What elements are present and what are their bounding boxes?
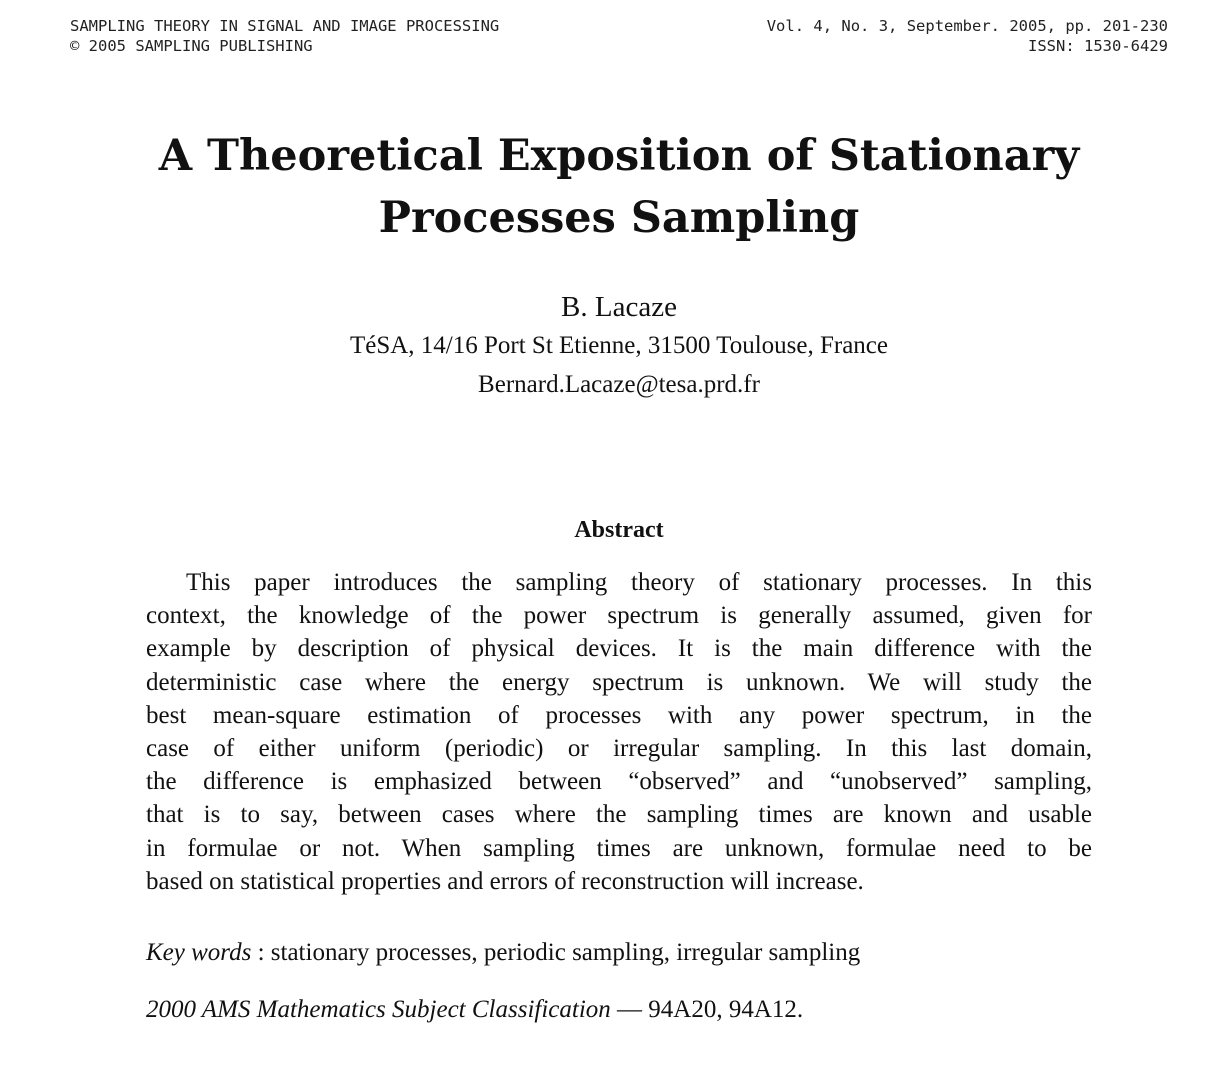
ams-label: 2000 AMS Mathematics Subject Classification	[146, 996, 611, 1023]
abstract-line: deterministic case where the energy spectrum is unknown. We will study the	[146, 668, 1092, 696]
author-block	[110, 288, 1128, 404]
keywords-label: Key words	[146, 939, 252, 966]
abstract-body	[146, 566, 1092, 898]
ams-codes: 94A20, 94A12.	[648, 996, 804, 1023]
copyright-notice: © 2005 SAMPLING PUBLISHING	[70, 37, 313, 55]
abstract-heading: Abstract	[574, 517, 664, 543]
author-name: B. Lacaze	[561, 291, 677, 323]
abstract-line: in formulae or not. When sampling times are unknown, formulae need to be	[146, 834, 1092, 862]
abstract-line: the difference is emphasized between “observed” and “unobserved” sampling,	[146, 768, 1092, 796]
keywords-line	[146, 936, 1092, 970]
running-header-row-2	[70, 36, 1168, 56]
abstract-line: context, the knowledge of the power spectrum is generally assumed, given for	[146, 602, 1092, 630]
running-header-row-1	[70, 16, 1168, 36]
title-line-2: Processes Sampling	[378, 193, 860, 243]
journal-name: SAMPLING THEORY IN SIGNAL AND IMAGE PROCESSING	[70, 17, 500, 35]
volume-info: Vol. 4, No. 3, September. 2005, pp. 201-230	[766, 17, 1168, 35]
ams-classification-line	[146, 993, 1092, 1027]
issn: ISSN: 1530-6429	[1028, 37, 1168, 55]
abstract-line: based on statistical properties and errors of reconstruction will increase.	[146, 867, 864, 895]
abstract-line: example by description of physical devices. It is the main difference with the	[146, 635, 1092, 663]
keywords-separator: :	[251, 939, 271, 966]
author-affiliation: TéSA, 14/16 Port St Etienne, 31500 Toulouse, France	[349, 332, 888, 359]
keywords-text: stationary processes, periodic sampling, irregular sampling	[270, 939, 861, 966]
abstract-line: This paper introduces the sampling theory of stationary processes. In this	[186, 569, 1092, 596]
ams-separator: —	[610, 996, 649, 1023]
abstract-line: case of either uniform (periodic) or irregular sampling. In this last domain,	[146, 734, 1092, 762]
running-header	[70, 16, 1168, 56]
abstract-line: that is to say, between cases where the sampling times are known and usable	[146, 801, 1092, 829]
title-line-1: A Theoretical Exposition of Stationary	[158, 131, 1080, 181]
author-email: Bernard.Lacaze@tesa.prd.fr	[478, 371, 760, 398]
paper-title	[110, 125, 1128, 249]
abstract-line: best mean-square estimation of processes with any power spectrum, in the	[146, 701, 1092, 729]
